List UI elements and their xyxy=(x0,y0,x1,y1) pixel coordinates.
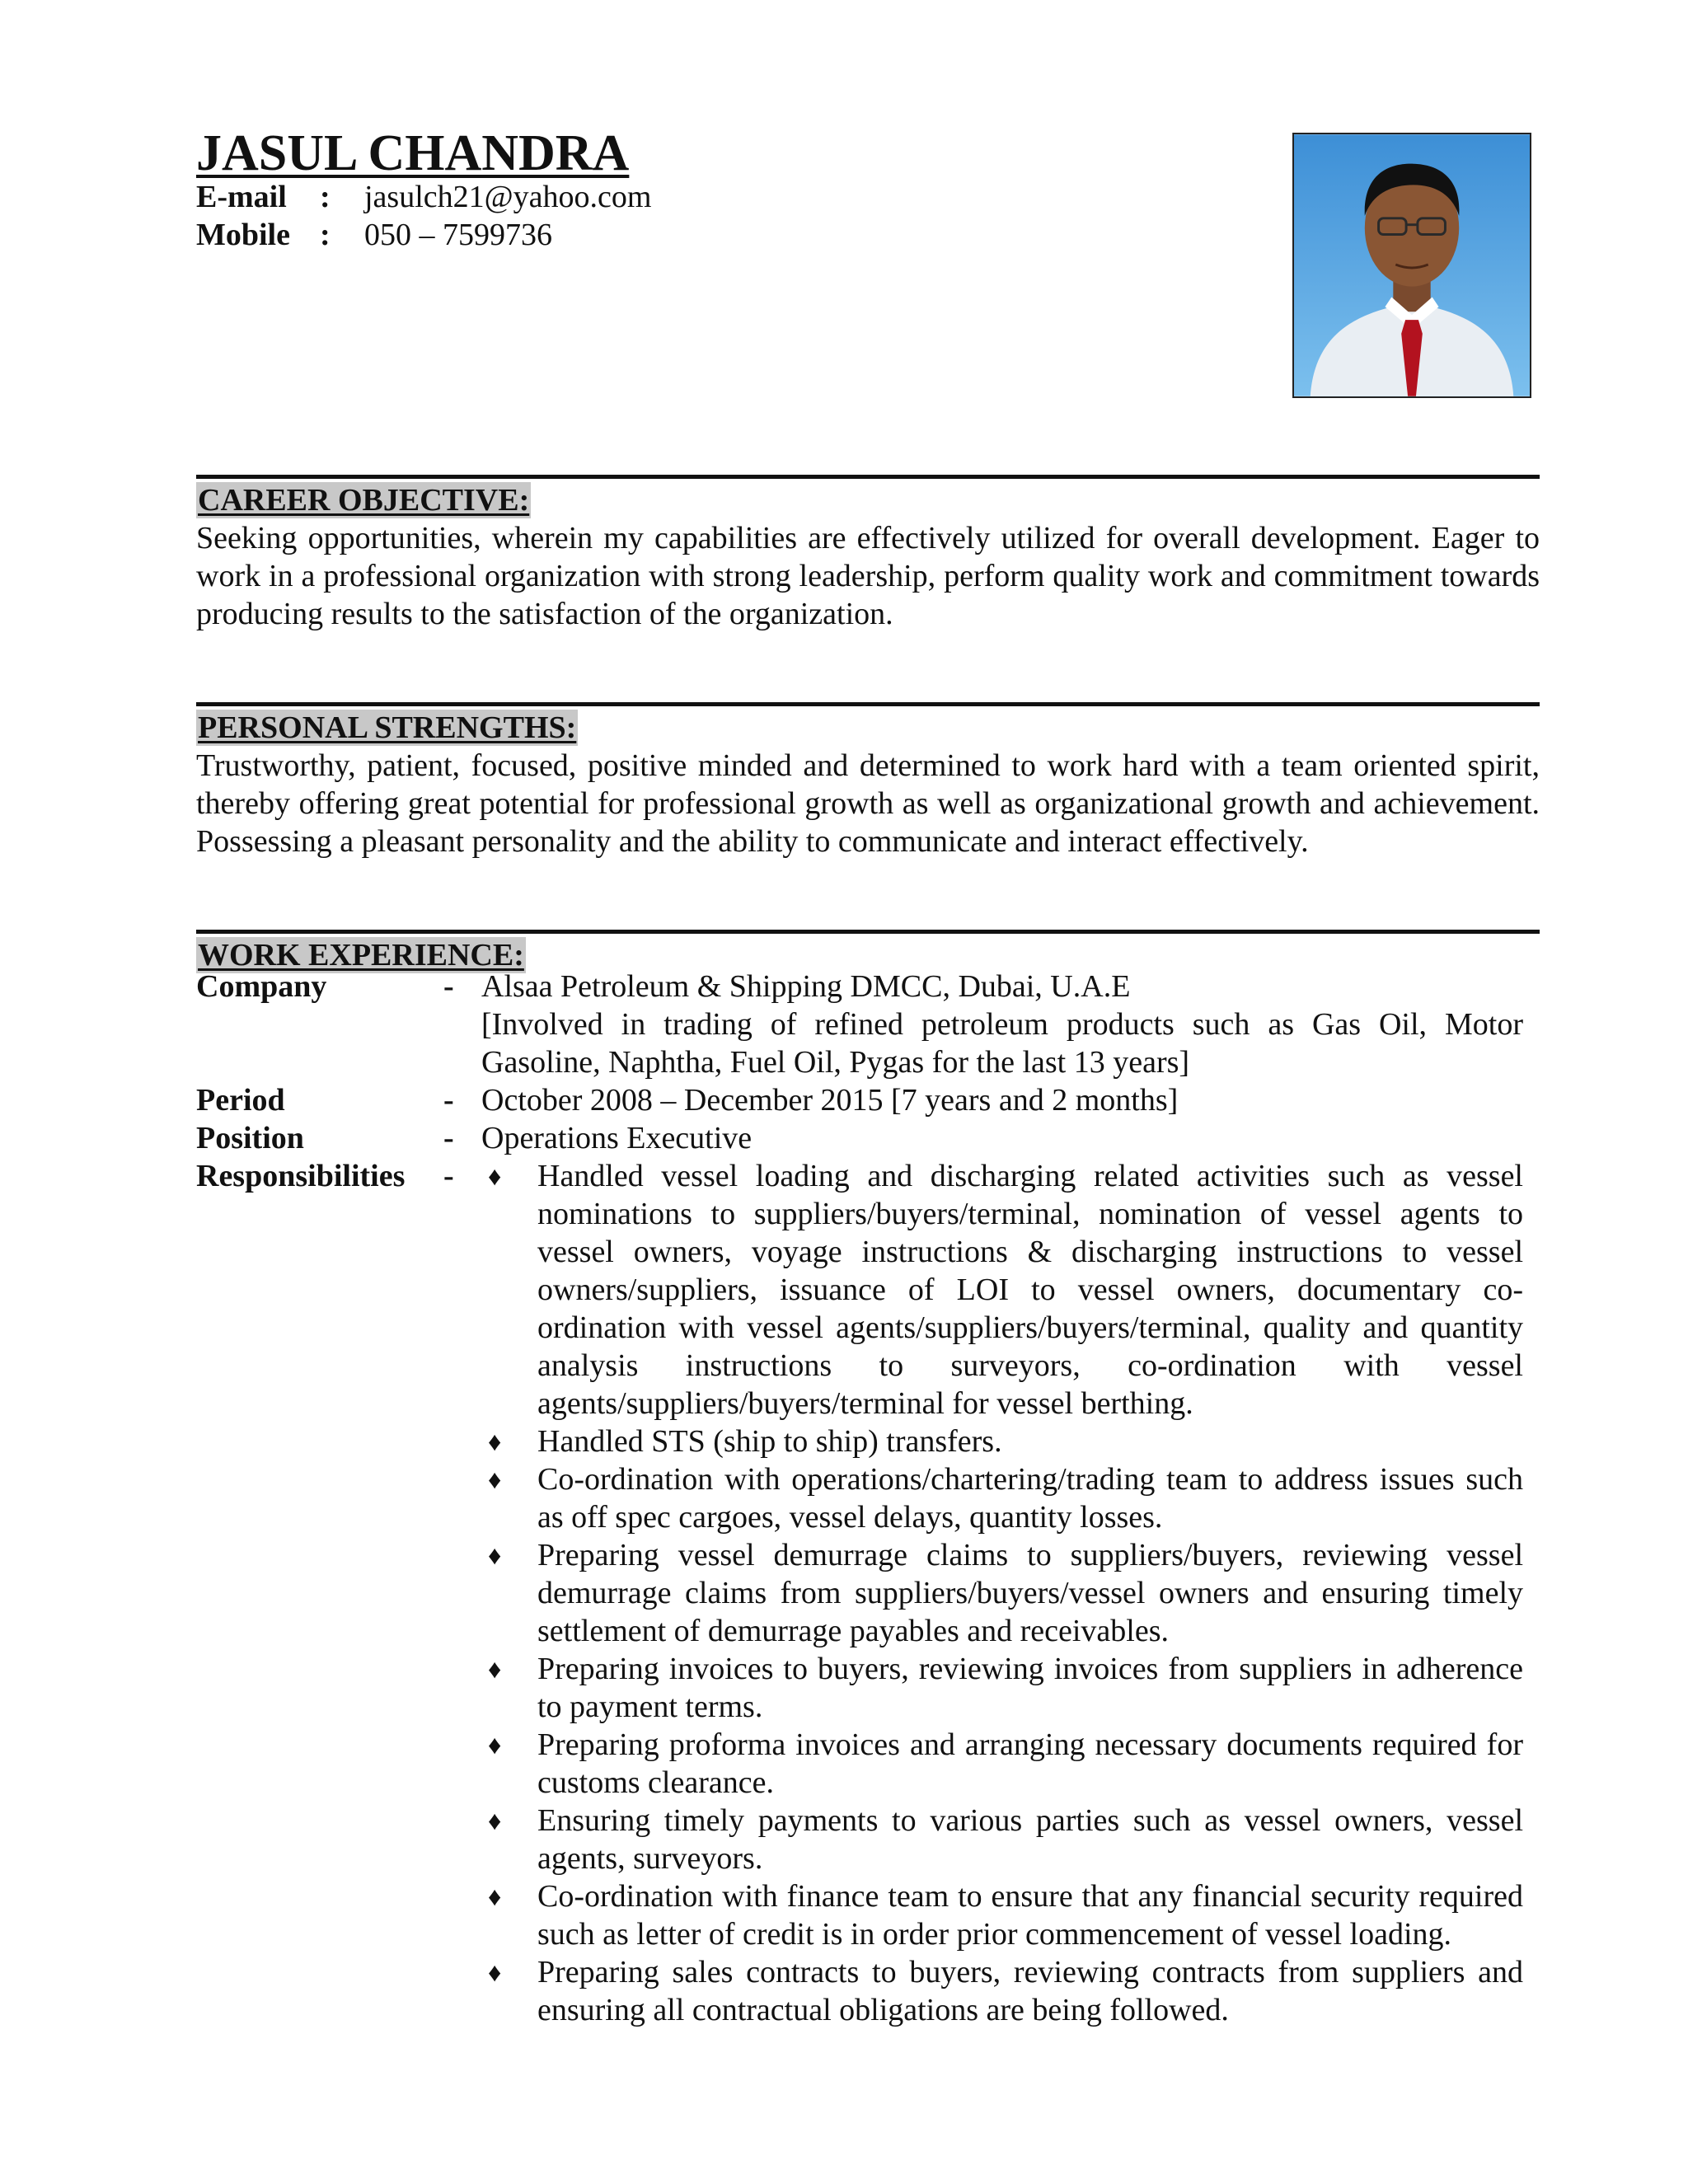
email-value[interactable]: jasulch21@yahoo.com xyxy=(364,180,652,214)
responsibilities-list xyxy=(481,1157,1523,2029)
personal-strengths-section xyxy=(196,709,1540,860)
list-item xyxy=(481,1536,1523,1650)
work-experience-heading: WORK EXPERIENCE: xyxy=(198,938,524,972)
company-dash: - xyxy=(443,969,454,1004)
position-label: Position xyxy=(196,1121,304,1155)
diamond-bullet-icon: ♦ xyxy=(488,1957,502,1987)
mobile-label: Mobile xyxy=(196,218,290,252)
contact-block xyxy=(196,178,651,254)
contact-mobile-row xyxy=(196,216,651,254)
list-item xyxy=(481,1953,1523,2029)
responsibilities-row xyxy=(196,1157,1523,2029)
responsibility-text: Co-ordination with finance team to ensure that any financial security required such as letter of credit is in order prior commencement of vessel loading. xyxy=(537,1879,1523,1952)
diamond-bullet-icon: ♦ xyxy=(488,1730,502,1760)
period-label: Period xyxy=(196,1083,285,1118)
responsibility-text: Preparing vessel demurrage claims to suppliers/buyers, reviewing vessel demurrage claims from suppliers/buyers/vessel owners and ensuring timely settlement of demurrage payables and receivables. xyxy=(537,1538,1523,1648)
position-value: Operations Executive xyxy=(481,1121,753,1155)
company-note: [Involved in trading of refined petroleum products such as Gas Oil, Motor Gasoline, Naphtha, Fuel Oil, Pygas for the last 13 years] xyxy=(481,1007,1523,1080)
career-objective-section xyxy=(196,481,1540,633)
diamond-bullet-icon: ♦ xyxy=(488,1882,502,1911)
mobile-value[interactable]: 050 – 7599736 xyxy=(364,218,552,252)
period-row xyxy=(196,1081,1523,1119)
list-item xyxy=(481,1157,1523,1422)
diamond-bullet-icon: ♦ xyxy=(488,1806,502,1835)
position-row xyxy=(196,1119,1523,1157)
email-separator: : xyxy=(320,180,331,214)
career-objective-heading: CAREER OBJECTIVE: xyxy=(198,483,530,518)
company-name: Alsaa Petroleum & Shipping DMCC, Dubai, U.A.E xyxy=(481,969,1131,1004)
responsibilities-dash: - xyxy=(443,1159,454,1193)
position-dash: - xyxy=(443,1121,454,1155)
contact-email-row xyxy=(196,178,651,216)
section-divider xyxy=(196,702,1540,706)
diamond-bullet-icon: ♦ xyxy=(488,1540,502,1570)
list-item xyxy=(481,1422,1523,1460)
personal-strengths-heading: PERSONAL STRENGTHS: xyxy=(198,710,577,745)
responsibility-text: Handled STS (ship to ship) transfers. xyxy=(537,1424,1002,1459)
company-row xyxy=(196,968,1523,1081)
diamond-bullet-icon: ♦ xyxy=(488,1427,502,1456)
responsibility-text: Co-ordination with operations/chartering/trading team to address issues such as off spec cargoes, vessel delays, quantity losses. xyxy=(537,1462,1523,1535)
mobile-separator: : xyxy=(320,218,331,252)
responsibilities-label: Responsibilities xyxy=(196,1159,406,1193)
responsibility-text: Preparing proforma invoices and arranging necessary documents required for customs clearance. xyxy=(537,1727,1523,1800)
period-dash: - xyxy=(443,1083,454,1118)
responsibility-text: Preparing sales contracts to buyers, reviewing contracts from suppliers and ensuring all contractual obligations are being followed. xyxy=(537,1955,1523,2027)
list-item xyxy=(481,1460,1523,1536)
list-item xyxy=(481,1650,1523,1726)
work-experience-table xyxy=(196,968,1523,2029)
profile-photo-icon xyxy=(1292,133,1531,398)
section-divider xyxy=(196,475,1540,479)
company-value xyxy=(481,968,1523,1081)
diamond-bullet-icon: ♦ xyxy=(488,1465,502,1494)
personal-strengths-text: Trustworthy, patient, focused, positive minded and determined to work hard with a team oriented spirit, thereby offering great potential for professional growth as well as organizational growth and achievement. Possessing a pleasant personality and the ability to communicate and interact effectively. xyxy=(196,748,1540,859)
period-value: October 2008 – December 2015 [7 years and 2 months] xyxy=(481,1083,1179,1118)
responsibility-text: Handled vessel loading and discharging related activities such as vessel nominations to suppliers/buyers/terminal, nomination of vessel agents to vessel owners, voyage instructions & discharging instructions to vessel owners/suppliers, issuance of LOI to vessel owners, documentary co-ordination with vessel agents/suppliers/buyers/terminal, quality and quantity analysis instructions to surveyors, co-ordination with vessel agents/suppliers/buyers/terminal for vessel berthing. xyxy=(537,1159,1523,1421)
company-label: Company xyxy=(196,969,327,1004)
email-label: E-mail xyxy=(196,180,287,214)
responsibility-text: Preparing invoices to buyers, reviewing invoices from suppliers in adherence to payment terms. xyxy=(537,1652,1523,1724)
responsibility-text: Ensuring timely payments to various parties such as vessel owners, vessel agents, surveyors. xyxy=(537,1803,1523,1876)
list-item xyxy=(481,1726,1523,1802)
list-item xyxy=(481,1802,1523,1877)
diamond-bullet-icon: ♦ xyxy=(488,1161,502,1191)
candidate-name: JASUL CHANDRA xyxy=(196,125,630,181)
career-objective-text: Seeking opportunities, wherein my capabilities are effectively utilized for overall development. Eager to work in a professional organization with strong leadership, perform quality work and commitment towards producing results to the satisfaction of the organization. xyxy=(196,521,1540,631)
section-divider xyxy=(196,930,1540,934)
list-item xyxy=(481,1877,1523,1953)
diamond-bullet-icon: ♦ xyxy=(488,1654,502,1684)
